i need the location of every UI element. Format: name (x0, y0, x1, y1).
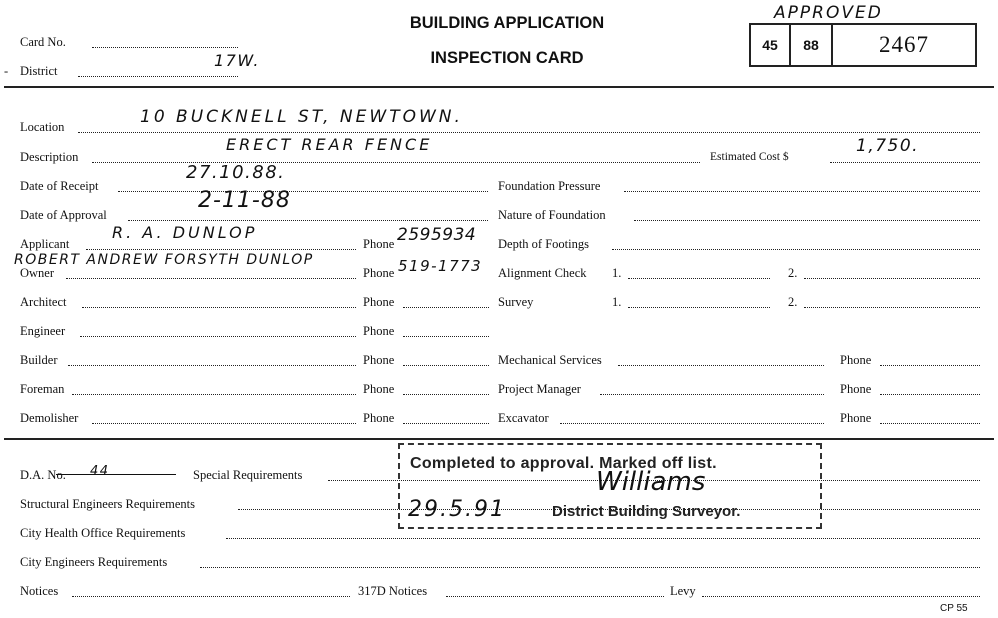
date-receipt-value: 27.10.88. (186, 162, 286, 183)
owner-value: ROBERT ANDREW FORSYTH DUNLOP (14, 252, 314, 268)
foreman-label: Foreman (20, 382, 65, 396)
estimated-cost-value: 1,750. (856, 136, 920, 156)
notices-field[interactable] (72, 596, 350, 597)
depth-footings-label: Depth of Footings (498, 237, 589, 251)
district-label: District (20, 64, 58, 78)
location-label: Location (20, 120, 65, 134)
applicant-phone-value: 2595934 (397, 225, 477, 245)
date-receipt-label: Date of Receipt (20, 179, 99, 193)
city-eng-req-field[interactable] (200, 567, 980, 568)
applicant-value: R. A. DUNLOP (112, 223, 258, 242)
engineer-label: Engineer (20, 324, 66, 338)
da-value: 44 (90, 464, 110, 479)
depth-footings-field[interactable] (612, 249, 980, 250)
survey-two-label: 2. (788, 295, 798, 309)
engineer-phone-field[interactable] (403, 336, 489, 337)
engineer-phone-label: Phone (363, 324, 395, 338)
district-field[interactable] (78, 76, 238, 77)
survey-one-label: 1. (612, 295, 622, 309)
foreman-phone-field[interactable] (403, 394, 489, 395)
middle-divider (4, 438, 994, 440)
top-divider (4, 86, 994, 88)
excavator-field[interactable] (560, 423, 824, 424)
stamp-date: 29.5.91 (408, 497, 506, 522)
alignment-two-label: 2. (788, 266, 798, 280)
district-value: 17W. (214, 51, 260, 70)
mechanical-phone-field[interactable] (880, 365, 980, 366)
number-box-main (831, 23, 977, 67)
excavator-phone-field[interactable] (880, 423, 980, 424)
applicant-label: Applicant (20, 237, 70, 251)
demolisher-phone-field[interactable] (403, 423, 489, 424)
project-manager-phone-field[interactable] (880, 394, 980, 395)
mechanical-field[interactable] (618, 365, 824, 366)
nature-foundation-label: Nature of Foundation (498, 208, 606, 222)
box-a-value: 45 (762, 37, 778, 53)
form-title-line2: INSPECTION CARD (430, 49, 584, 67)
surveyor-signature: Williams (596, 467, 706, 497)
demolisher-label: Demolisher (20, 411, 79, 425)
form-title-line1: BUILDING APPLICATION (409, 14, 605, 32)
project-manager-phone-label: Phone (840, 382, 872, 396)
special-req-label: Special Requirements (193, 468, 303, 482)
date-approval-field[interactable] (128, 220, 488, 221)
mechanical-phone-label: Phone (840, 353, 872, 367)
owner-field[interactable] (66, 278, 356, 279)
date-receipt-field[interactable] (118, 191, 488, 192)
number-box-b (789, 23, 833, 67)
demolisher-phone-label: Phone (363, 411, 395, 425)
foundation-pressure-field[interactable] (624, 191, 980, 192)
description-field[interactable] (92, 162, 700, 163)
structural-req-label: Structural Engineers Requirements (20, 497, 195, 511)
survey-1-field[interactable] (628, 307, 770, 308)
applicant-phone-label: Phone (363, 237, 395, 251)
da-strikethrough (56, 474, 176, 475)
alignment-check-label: Alignment Check (498, 266, 587, 280)
notices-317d-label: 317D Notices (358, 584, 428, 598)
stamp-line1: Completed to approval. Marked off list. (410, 455, 717, 472)
number-box-a (749, 23, 791, 67)
foreman-field[interactable] (72, 394, 356, 395)
applicant-field[interactable] (86, 249, 356, 250)
estimated-cost-field[interactable] (830, 162, 980, 163)
location-value: 10 BUCKNELL ST, NEWTOWN. (140, 107, 463, 127)
survey-2-field[interactable] (804, 307, 980, 308)
architect-phone-field[interactable] (403, 307, 489, 308)
architect-field[interactable] (82, 307, 356, 308)
box-b-value: 88 (803, 37, 819, 53)
estimated-cost-label: Estimated Cost $ (710, 151, 789, 163)
alignment-check-2-field[interactable] (804, 278, 980, 279)
location-field[interactable] (78, 132, 980, 133)
builder-field[interactable] (68, 365, 356, 366)
completion-stamp (398, 443, 822, 529)
description-value: ERECT REAR FENCE (226, 135, 433, 154)
engineer-field[interactable] (80, 336, 356, 337)
levy-label: Levy (670, 584, 696, 598)
project-manager-field[interactable] (600, 394, 824, 395)
card-no-label: Card No. (20, 35, 66, 49)
builder-phone-label: Phone (363, 353, 395, 367)
survey-label: Survey (498, 295, 534, 309)
notices-317d-field[interactable] (446, 596, 664, 597)
mechanical-label: Mechanical Services (498, 353, 602, 367)
approved-note: APPROVED (774, 3, 883, 23)
excavator-phone-label: Phone (840, 411, 872, 425)
demolisher-field[interactable] (92, 423, 356, 424)
alignment-check-1-field[interactable] (628, 278, 770, 279)
foreman-phone-label: Phone (363, 382, 395, 396)
architect-label: Architect (20, 295, 67, 309)
health-req-field[interactable] (226, 538, 980, 539)
alignment-one-label: 1. (612, 266, 622, 280)
card-number: 2467 (879, 32, 929, 57)
builder-label: Builder (20, 353, 58, 367)
date-approval-value: 2-11-88 (198, 188, 291, 213)
description-label: Description (20, 150, 79, 164)
nature-foundation-field[interactable] (634, 220, 980, 221)
architect-phone-label: Phone (363, 295, 395, 309)
health-req-label: City Health Office Requirements (20, 526, 186, 540)
city-eng-req-label: City Engineers Requirements (20, 555, 168, 569)
date-approval-label: Date of Approval (20, 208, 107, 222)
owner-phone-value: 519-1773 (398, 257, 483, 275)
district-bullet: - (4, 64, 9, 78)
form-code: CP 55 (940, 603, 968, 614)
excavator-label: Excavator (498, 411, 549, 425)
builder-phone-field[interactable] (403, 365, 489, 366)
foundation-pressure-label: Foundation Pressure (498, 179, 601, 193)
stamp-line2: District Building Surveyor. (552, 503, 741, 520)
owner-label: Owner (20, 266, 55, 280)
owner-phone-label: Phone (363, 266, 395, 280)
da-label: D.A. No. (20, 468, 66, 482)
notices-label: Notices (20, 584, 59, 598)
project-manager-label: Project Manager (498, 382, 581, 396)
levy-field[interactable] (702, 596, 980, 597)
card-no-field[interactable] (92, 47, 238, 48)
